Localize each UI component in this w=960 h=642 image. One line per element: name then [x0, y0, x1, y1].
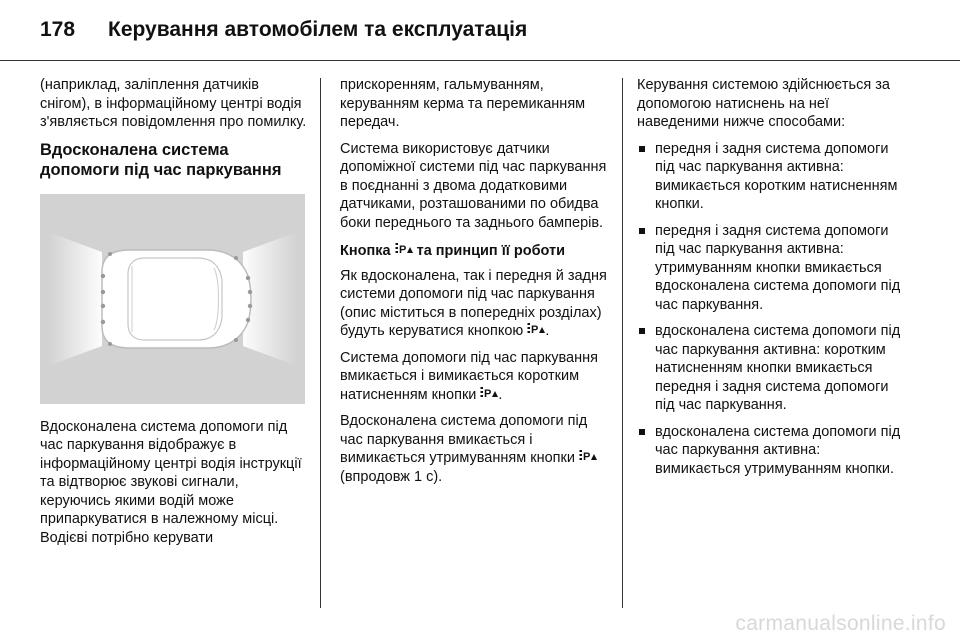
- parking-assist-icon: [395, 243, 417, 259]
- parking-assist-icon: [480, 387, 498, 403]
- illustration-caption-paragraph: Вдосконалена система допомоги під час паркування відображує в інформаційному центрі водія інструкції та відтворює звукові сигнали, керуючись якими водій може припаркуватися в належному місці. Водієві потрібно керувати: [40, 418, 302, 546]
- subheading-part-1: Кнопка: [340, 243, 391, 259]
- column-3: [637, 76, 909, 486]
- paragraph-4: Система допомоги під час паркування вмикається і вимикається коротким натисненням кнопки P .: [340, 349, 598, 403]
- section-heading: Вдосконалена система допомоги під час паркування: [40, 140, 282, 179]
- svg-text:P: P: [531, 324, 539, 335]
- intro-paragraph: (наприклад, заліплення датчиків снігом), в інформаційному центрі водія з'являється повідомлення про помилку.: [40, 77, 307, 130]
- list-item: вдосконалена система допомоги під час паркування активна: вимикається утримуванням кнопки.: [637, 423, 909, 479]
- page-number: 178: [40, 18, 76, 41]
- parking-assist-icon: [579, 450, 597, 466]
- column-1: [40, 76, 308, 555]
- page-header: [40, 18, 527, 42]
- control-modes-list: [637, 140, 909, 479]
- parking-sensor-illustration: [40, 194, 305, 404]
- paragraph-5: Вдосконалена система допомоги під час паркування вмикається і вимикається утримуванням кнопки P (впродовж 1 с).: [340, 412, 608, 486]
- list-item: передня і задня система допомоги під час паркування активна: вимикається коротким натисненням кнопки.: [637, 140, 909, 214]
- parking-assist-icon: [527, 323, 545, 339]
- paragraph-3: Як вдосконалена, так і передня й задня системи допомоги під час паркування (опис міститься в попередніх розділах) будуть керуватися кнопкою P .: [340, 267, 607, 339]
- column-divider-1: [320, 78, 321, 608]
- site-watermark: carmanualsonline.info: [735, 612, 946, 635]
- page-title: Керування автомобілем та експлуатація: [108, 18, 528, 41]
- svg-text:P: P: [484, 387, 492, 399]
- button-subheading: [340, 242, 608, 261]
- paragraph-1: прискоренням, гальмуванням, керуванням керма та перемиканням передач.: [340, 77, 586, 130]
- paragraph-2: Система використовує датчики допоміжної системи під час паркування в поєднанні з двома додатковими датчиками, розташованими по обидва боки переднього та заднього бамперів.: [340, 140, 607, 231]
- svg-text:P: P: [398, 244, 406, 255]
- subheading-part-2: та принцип її роботи: [416, 243, 566, 259]
- list-item: вдосконалена система допомоги під час паркування активна: коротким натисненням кнопки вмикається передня і задня система допомоги під час паркування.: [637, 322, 909, 415]
- column-2: [340, 76, 608, 494]
- header-rule: [0, 60, 960, 61]
- controls-intro: Керування системою здійснюється за допомогою натиснень на неї наведеними нижче способами:: [637, 77, 890, 130]
- car-top-view-icon: [40, 194, 305, 404]
- svg-text:P: P: [582, 451, 591, 462]
- column-divider-2: [622, 78, 623, 608]
- list-item: передня і задня система допомоги під час паркування активна: утримуванням кнопки вмикається вдосконалена система допомоги під час паркування.: [637, 222, 909, 315]
